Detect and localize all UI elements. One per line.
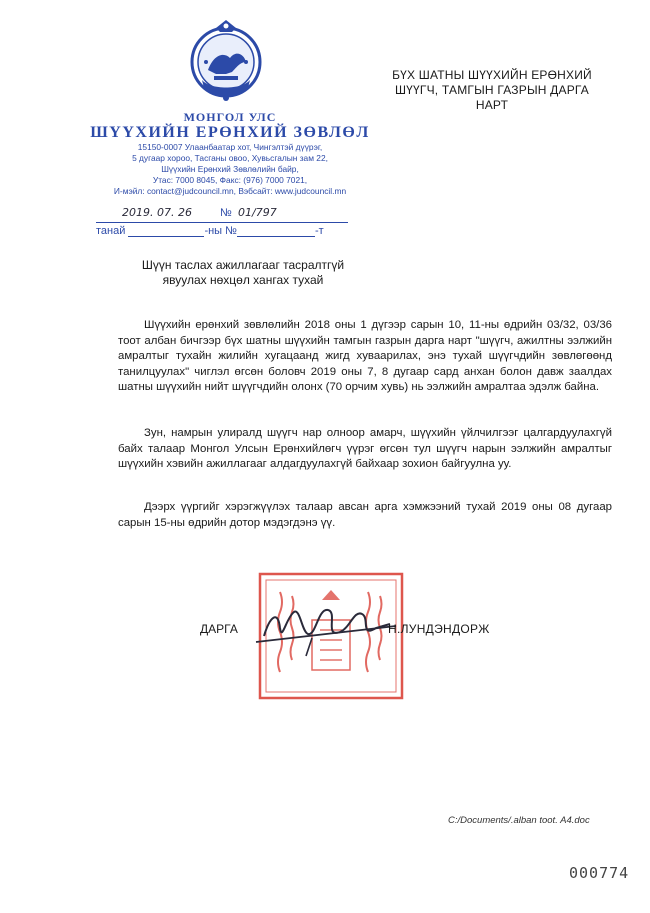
date-number-line [96,206,348,223]
handwritten-number: 01/797 [238,206,277,219]
address-line: И-мэйл: contact@judcouncil.mn, Вэбсайт: www.judcouncil.mn [113,186,347,196]
subject-block [118,258,368,288]
ref-blank-date [128,226,204,237]
signer-title: ДАРГА [200,622,238,636]
recipient-line: БҮХ ШАТНЫ ШҮҮХИЙН ЕРӨНХИЙ [392,68,592,82]
subject-line: явуулах нөхцөл хангах тухай [162,273,324,287]
address-line: Утас: 7000 8045, Факс: (976) 7000 7021, [152,175,308,185]
recipient-block [372,68,612,113]
signer-name: Н.ЛУНДЭНДОРЖ [388,622,490,636]
ref-middle: -ны № [204,225,237,237]
ref-blank-number [237,226,315,237]
number-sign: № [220,207,232,219]
handwritten-date: 2019. 07. 26 [122,206,192,219]
letterhead-country: МОНГОЛ УЛС [183,110,277,124]
letterhead-org-name: ШҮҮХИЙН ЕРӨНХИЙ ЗӨВЛӨЛ [90,124,370,141]
body-paragraph-1: Шүүхийн ерөнхий зөвлөлийн 2018 оны 1 дүгээр сарын 10, 11-ны өдрийн 03/32, 03/36 тоот албан бичгээр бүх шатны шүүхийн тамгын газрын дарга нарт "шүүгч, ажилтны ээлжийн амралтыг тухайн жилийн хугацаанд жигд хуваарилах, энэ тухай шүүгчдийн зөвлөгөөнд танилцуулах" чиглэл өгсөн боловч 2019 оны 7, 8 дугаар сард анхан болон давж заалдах шатны шүүхийн нийт шүүгчдийн олонх (70 орчим хувь) нь ээлжийн амралтаа эдэлж байна. [118,319,612,393]
handwritten-signature-icon [250,598,400,658]
address-line: 5 дугаар хороо, Тасганы овоо, Хувьсгалын зам 22, [132,153,328,163]
recipient-line: НАРТ [475,98,509,112]
ref-prefix: танай [96,225,126,237]
recipient-line: ШҮҮГЧ, ТАМГЫН ГАЗРЫН ДАРГА [394,83,590,97]
mongolia-state-emblem-icon [186,18,266,104]
ref-suffix: -т [314,225,324,237]
subject-line: Шүүн таслах ажиллагааг тасралтгүй [141,258,345,272]
address-line: 15150-0007 Улаанбаатар хот, Чингэлтэй дүүрэг, [137,142,323,152]
reference-line [96,225,324,237]
body-paragraph-2: Зун, намрын улиралд шүүгч нар олноор амарч, шүүхийн үйлчилгээг цалгардуулахгүй байх талаар Монгол Улсын Ерөнхийлөгч үүрэг өгсөн тул шүүгч нарын ээлжийн амралтыг шүүхийн хэвийн ажиллагааг алдагдуулахгүй байхаар зохион байгуулна уу. [118,427,612,470]
body-paragraph-3: Дээрх үүргийг хэрэгжүүлэх талаар авсан арга хэмжээний тухай 2019 оны 08 дугаар сарын 15-ны өдрийн дотор мэдэгдэнэ үү. [118,501,612,529]
footer-file-path: C:/Documents/.alban toot. A4.doc [448,815,590,826]
archive-number: 000774 [569,864,630,882]
address-line: Шүүхийн Ерөнхий Зөвлөлийн байр, [161,164,299,174]
